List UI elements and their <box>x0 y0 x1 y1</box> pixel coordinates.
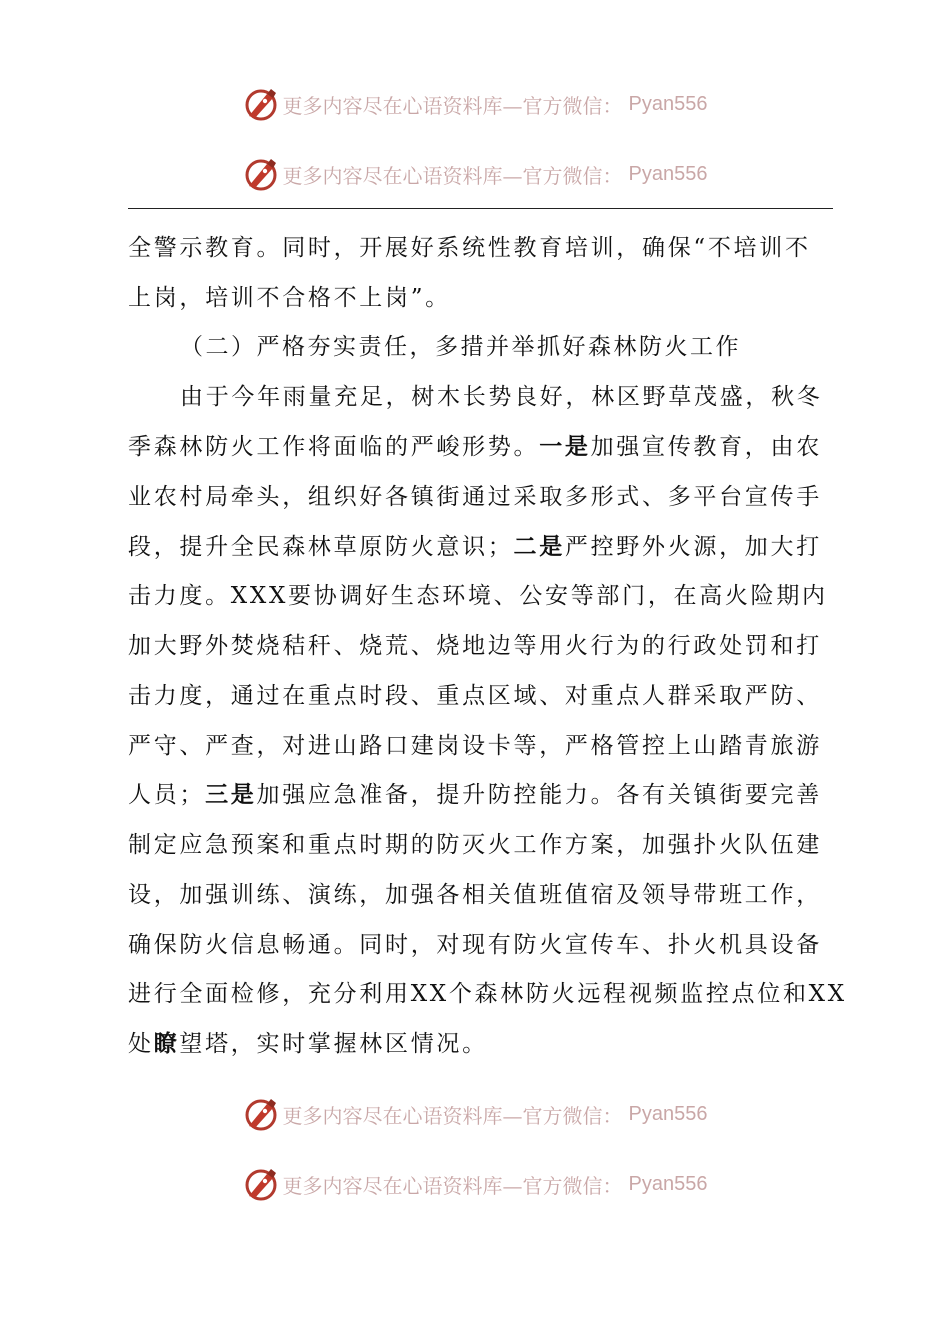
keyword-first: 一是 <box>539 433 591 460</box>
text-run: 处 <box>128 1031 154 1057</box>
watermark-handle: Pyan556 <box>628 1172 708 1195</box>
header-divider <box>128 208 833 209</box>
keyword-second: 二是 <box>513 533 565 560</box>
text-run: 严控野外火源，加大打 <box>564 534 822 560</box>
pen-nib-logo-icon <box>243 1166 279 1202</box>
body-line <box>128 775 833 815</box>
keyword-third: 三是 <box>205 781 257 808</box>
watermark-text: 更多内容尽在心语资料库—官方微信： <box>282 163 623 188</box>
text-run: 季森林防火工作将面临的严峻形势。 <box>128 434 540 460</box>
body-line: 确保防火信息畅通。同时，对现有防火宣传车、扑火机具设备 <box>128 932 822 958</box>
watermark-text: 更多内容尽在心语资料库—官方微信： <box>282 1173 623 1198</box>
watermark-handle: Pyan556 <box>628 162 708 185</box>
watermark-banner-2 <box>0 154 950 194</box>
text-run: 段，提升全民森林草原防火意识； <box>128 534 514 560</box>
body-line: 由于今年雨量充足，树木长势良好，林区野草茂盛，秋冬 <box>180 384 823 410</box>
text-run: 加强宣传教育，由农 <box>590 434 822 460</box>
body-line: 加大野外焚烧秸秆、烧荒、烧地边等用火行为的行政处罚和打 <box>128 633 822 659</box>
watermark-text: 更多内容尽在心语资料库—官方微信： <box>282 93 623 118</box>
bold-char: 瞭 <box>153 1030 180 1057</box>
section-heading: （二）严格夯实责任，多措并举抓好森林防火工作 <box>180 334 741 360</box>
text-run: 望塔，实时掌握林区情况。 <box>179 1031 488 1057</box>
body-line: 击力度，通过在重点时段、重点区域、对重点人群采取严防、 <box>128 683 822 709</box>
body-line: 击力度。XXX要协调好生态环境、公安等部门，在高火险期内 <box>128 583 828 609</box>
watermark-banner-3 <box>0 1094 950 1134</box>
body-line: 上岗，培训不合格不上岗”。 <box>128 285 451 311</box>
text-run: 加强应急准备，提升防控能力。各有关镇街要完善 <box>256 782 822 808</box>
body-line: 进行全面检修，充分利用XX个森林防火远程视频监控点位和XX <box>128 981 847 1007</box>
watermark-banner-4 <box>0 1164 950 1204</box>
body-line <box>128 1024 833 1064</box>
body-line: 制定应急预案和重点时期的防灭火工作方案，加强扑火队伍建 <box>128 832 822 858</box>
body-line: 全警示教育。同时，开展好系统性教育培训，确保“不培训不 <box>128 235 811 261</box>
pen-nib-logo-icon <box>243 1096 279 1132</box>
body-line: 业农村局牵头，组织好各镇街通过采取多形式、多平台宣传手 <box>128 484 822 510</box>
body-line: 设，加强训练、演练，加强各相关值班值宿及领导带班工作， <box>128 882 822 908</box>
pen-nib-logo-icon <box>243 86 279 122</box>
body-line <box>128 527 833 567</box>
body-line: 严守、严查，对进山路口建岗设卡等，严格管控上山踏青旅游 <box>128 733 822 759</box>
body-line <box>128 427 833 467</box>
text-run: 人员； <box>128 782 206 808</box>
watermark-banner-1 <box>0 84 950 124</box>
watermark-text: 更多内容尽在心语资料库—官方微信： <box>282 1103 623 1128</box>
watermark-handle: Pyan556 <box>628 1102 708 1125</box>
watermark-handle: Pyan556 <box>628 92 708 115</box>
pen-nib-logo-icon <box>243 156 279 192</box>
